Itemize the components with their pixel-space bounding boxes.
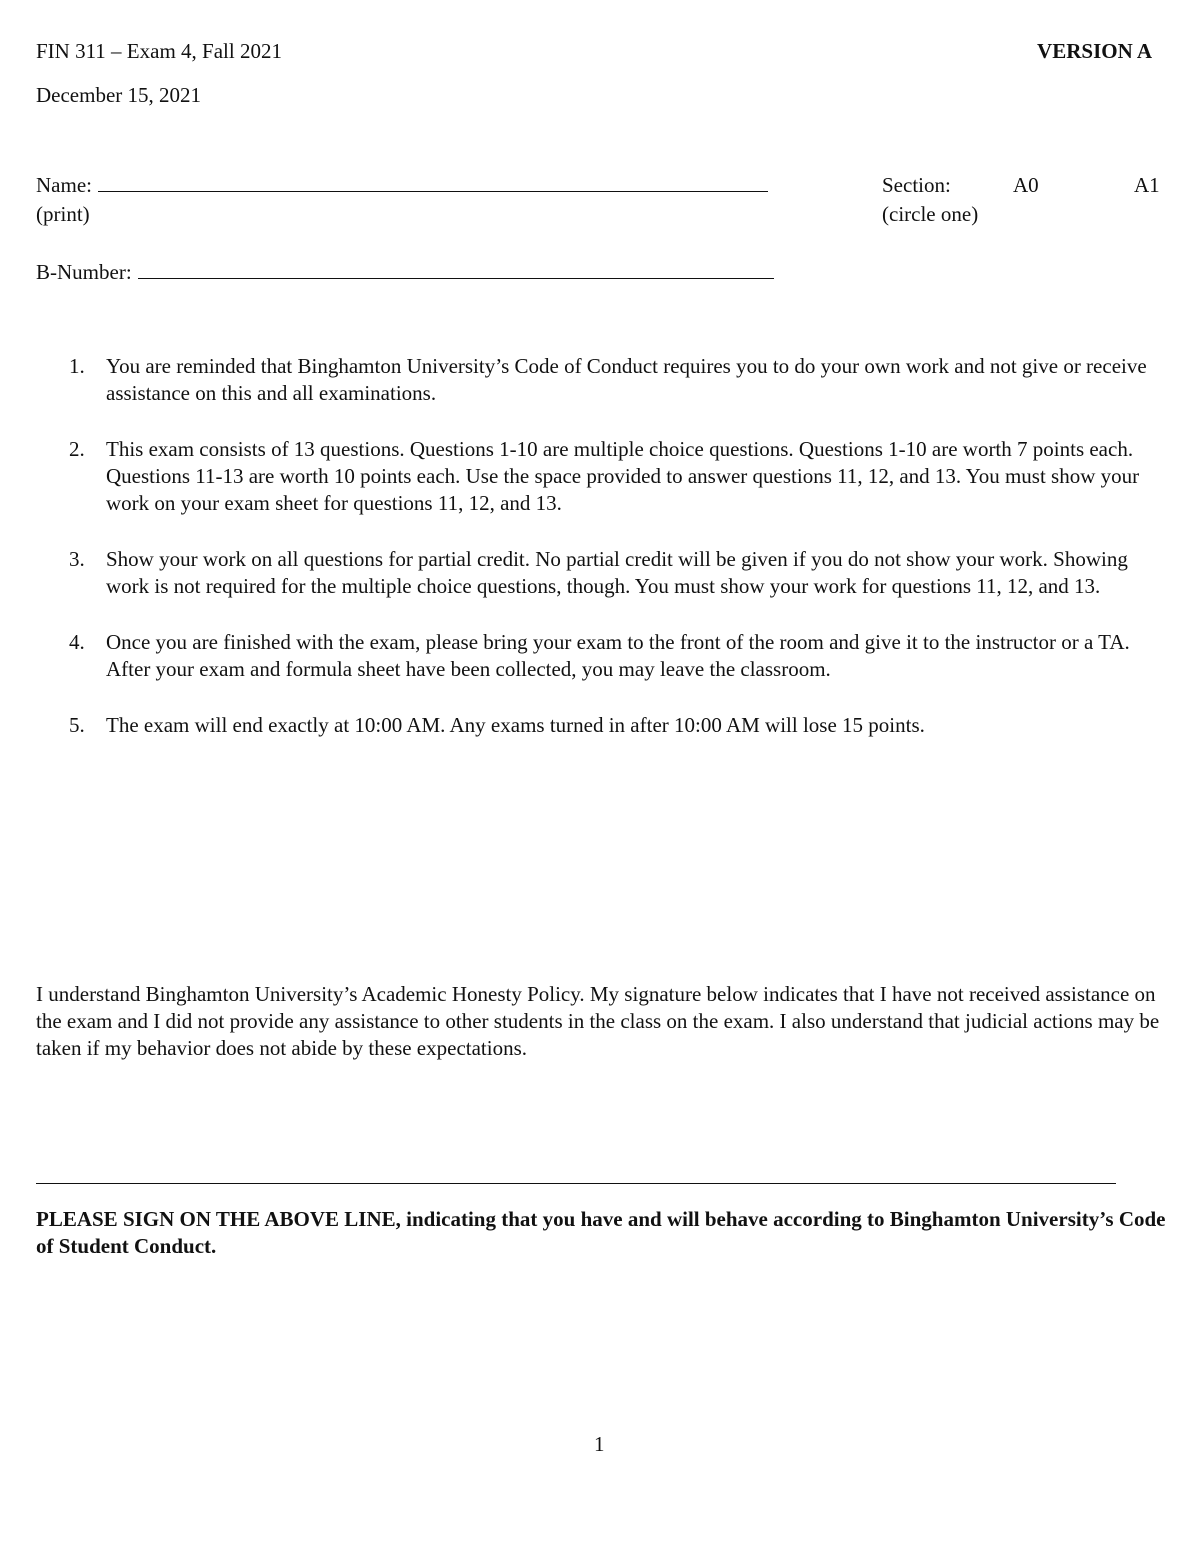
instruction-number: 5. (69, 713, 85, 737)
name-field (36, 172, 768, 199)
instruction-number: 4. (69, 630, 85, 654)
instructions-list (36, 353, 1166, 768)
section-option-a1[interactable]: A1 (1134, 173, 1160, 197)
instruction-text: You are reminded that Binghamton University’s Code of Conduct requires you to do your own work and not give or receive assistance on this and all examinations. (106, 354, 1147, 405)
instruction-text: The exam will end exactly at 10:00 AM. Any exams turned in after 10:00 AM will lose 15 points. (106, 713, 925, 737)
page-number: 1 (594, 1432, 605, 1456)
instruction-number: 2. (69, 437, 85, 461)
course-title: FIN 311 – Exam 4, Fall 2021 (36, 39, 282, 63)
instruction-text: Show your work on all questions for partial credit. No partial credit will be given if you do not show your work. Showing work is not required for the multiple choice questions, though. You must show your work for questions 11, 12, and 13. (106, 547, 1128, 598)
name-label: Name: (36, 173, 92, 197)
exam-date: December 15, 2021 (36, 83, 202, 107)
sign-instruction: PLEASE SIGN ON THE ABOVE LINE, indicating that you have and will behave according to Binghamton University’s Code of Student Conduct. (36, 1207, 1166, 1258)
instruction-item (36, 546, 1166, 600)
instruction-text: Once you are finished with the exam, please bring your exam to the front of the room and give it to the instructor or a TA. After your exam and formula sheet have been collected, you may leave the classroom. (106, 630, 1130, 681)
bnumber-blank-line[interactable] (138, 260, 774, 279)
bnumber-field (36, 259, 774, 286)
instruction-number: 1. (69, 354, 85, 378)
name-blank-line[interactable] (98, 173, 768, 192)
bnumber-label: B-Number: (36, 260, 132, 284)
section-option-a0[interactable]: A0 (1013, 173, 1039, 197)
instruction-item (36, 436, 1166, 517)
instruction-item (36, 629, 1166, 683)
instruction-item (36, 712, 1166, 739)
instruction-item (36, 353, 1166, 407)
section-label: Section: (882, 173, 951, 197)
exam-version: VERSION A (1037, 39, 1152, 63)
honesty-statement: I understand Binghamton University’s Academic Honesty Policy. My signature below indicates that I have not received assistance on the exam and I did not provide any assistance to other students in the class on the exam. I also understand that judicial actions may be taken if my behavior does not abide by these expectations. (36, 982, 1160, 1060)
signature-line[interactable] (36, 1183, 1116, 1184)
section-hint: (circle one) (882, 202, 979, 226)
instruction-text: This exam consists of 13 questions. Questions 1-10 are multiple choice questions. Questions 1-10 are worth 7 points each. Questions 11-13 are worth 10 points each. Use the space provided to answer questions 11, 12, and 13. You must show your work on your exam sheet for questions 11, 12, and 13. (106, 437, 1140, 515)
instruction-number: 3. (69, 547, 85, 571)
name-hint: (print) (36, 202, 90, 226)
